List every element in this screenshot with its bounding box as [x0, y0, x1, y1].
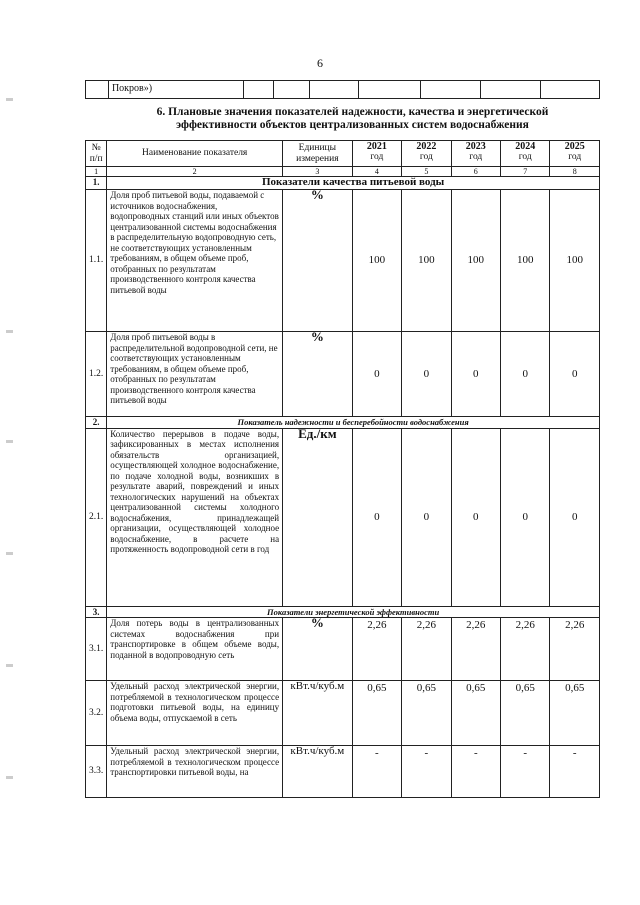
unit-cell: %	[283, 190, 353, 332]
table-row: 2.1. Количество перерывов в подаче воды, зафиксированных в местах исполнения обязательств организацией, осуществляющей холодное водоснабжение, по подаче холодной воды, возникших в результате аварий, повреждений и иных технологических нарушений на объектах централизованной системы холодного водоснабжения, принадлежащей организации, осуществляющей холодное водоснабжение, в расчете на протяженность водопроводной сети в год Ед./км 0 0 0 0 0	[86, 428, 600, 606]
previous-row-text: Покров»)	[108, 81, 243, 99]
margin-mark	[6, 664, 13, 667]
previous-table-fragment	[85, 80, 600, 99]
indicator-name: Удельный расход электрической энергии, потребляемой в технологическом процессе подготовки питьевой воды, на единицу объема воды, отпускаемой в сеть	[107, 681, 283, 746]
indicators-table	[85, 140, 600, 798]
section-row-quality: 1. Показатели качества питьевой воды	[86, 177, 600, 190]
unit-cell: %	[283, 332, 353, 417]
unit-cell: Ед./км	[283, 428, 353, 606]
indicator-name: Доля проб питьевой воды в распределительной водопроводной сети, не соответствующих установленным требованиям, в общем объеме проб, отобранных по результатам производственного контроля качества питьевой воды	[107, 332, 283, 417]
margin-mark	[6, 552, 13, 555]
section-title: Показатели энергетической эффективности	[107, 606, 600, 618]
table-row: 1.2. Доля проб питьевой воды в распределительной водопроводной сети, не соответствующих установленным требованиям, в общем объеме проб, отобранных по результатам производственного контроля качества питьевой воды % 0 0 0 0 0	[86, 332, 600, 417]
section-title: Показатель надежности и бесперебойности водоснабжения	[107, 417, 600, 429]
margin-mark	[6, 330, 13, 333]
table-row: 3.2. Удельный расход электрической энергии, потребляемой в технологическом процессе подготовки питьевой воды, на единицу объема воды, отпускаемой в сеть кВт.ч/куб.м 0,65 0,65 0,65 0,65 0,65	[86, 681, 600, 746]
unit-cell: кВт.ч/куб.м	[283, 681, 353, 746]
col-year-header: 2022 год	[402, 141, 451, 167]
column-numbers-row: 1 2 3 4 5 6 7 8	[86, 167, 600, 177]
section-row-reliability: 2. Показатель надежности и бесперебойности водоснабжения	[86, 417, 600, 429]
table-row: 3.3. Удельный расход электрической энергии, потребляемой в технологическом процессе транспортировки питьевой воды, на кВт.ч/куб.м - - - - -	[86, 746, 600, 798]
margin-mark	[6, 98, 13, 101]
unit-cell: кВт.ч/куб.м	[283, 746, 353, 798]
col-name-header: Наименование показателя	[107, 141, 283, 167]
indicator-name: Доля проб питьевой воды, подаваемой с источников водоснабжения, водопроводных станций или иных объектов централизованной системы водоснабжения в распределительную водопроводную сеть, не соответствующих установленным требованиям, в общем объеме проб, отобранных по результатам производственного контроля качества питьевой воды	[107, 190, 283, 332]
header-row	[86, 141, 600, 167]
unit-cell: %	[283, 618, 353, 681]
col-num-header: № п/п	[86, 141, 107, 167]
col-year-header: 2023 год	[451, 141, 500, 167]
indicator-name: Доля потерь воды в централизованных системах водоснабжения при транспортировке в общем объеме воды, поданной в водопроводную сеть	[107, 618, 283, 681]
col-year-header: 2025 год	[550, 141, 600, 167]
margin-mark	[6, 440, 13, 443]
section-row-energy: 3. Показатели энергетической эффективности	[86, 606, 600, 618]
table-row: 3.1. Доля потерь воды в централизованных системах водоснабжения при транспортировке в общем объеме воды, поданной в водопроводную сеть % 2,26 2,26 2,26 2,26 2,26	[86, 618, 600, 681]
section-heading	[100, 106, 605, 132]
section-heading-line2: эффективности объектов централизованных систем водоснабжения	[176, 119, 529, 131]
col-year-header: 2021 год	[352, 141, 401, 167]
table-row: 1.1. Доля проб питьевой воды, подаваемой с источников водоснабжения, водопроводных станций или иных объектов централизованной системы водоснабжения в распределительную водопроводную сеть, не соответствующих установленным требованиям, в общем объеме проб, отобранных по результатам производственного контроля качества питьевой воды % 100 100 100 100 100	[86, 190, 600, 332]
col-year-header: 2024 год	[501, 141, 550, 167]
margin-mark	[6, 776, 13, 779]
indicator-name: Удельный расход электрической энергии, потребляемой в технологическом процессе транспортировки питьевой воды, на	[107, 746, 283, 798]
col-unit-header: Единицы измерения	[283, 141, 353, 167]
section-heading-line1: 6. Плановые значения показателей надежности, качества и энергетической	[156, 106, 549, 118]
section-title: Показатели качества питьевой воды	[107, 177, 600, 190]
indicator-name: Количество перерывов в подаче воды, зафиксированных в местах исполнения обязательств организацией, осуществляющей холодное водоснабжение, по подаче холодной воды, возникших в результате аварий, повреждений и иных технологических нарушений на объектах централизованной системы холодного водоснабжения, принадлежащей организации, осуществляющей холодное водоснабжение, в расчете на протяженность водопроводной сети в год	[107, 428, 283, 606]
page-number: 6	[317, 56, 323, 70]
